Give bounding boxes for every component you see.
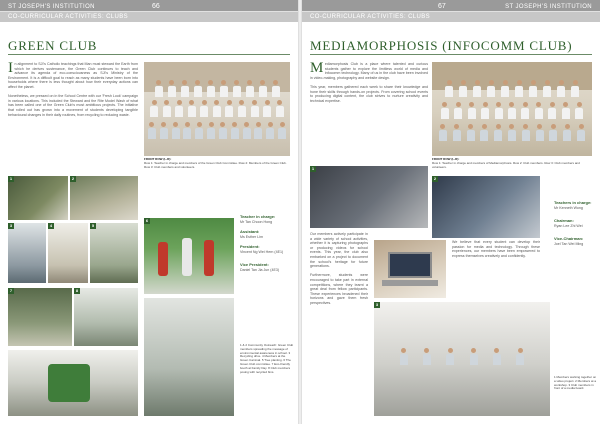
vice-chairman-label: Vice-Chairman: <box>554 236 584 241</box>
body-paragraph-1: n alignment to SJI's Catholic teachings that Man must steward the Earth from which he derives sustenance, the Green Club continues to teach and advance its agenda of eco-consciousness as SJI's Ministry of the Environment. It is a difficult goal to reach as many students have been born into households where there is less thought about how their everyday actions can affect the planet. <box>8 62 138 89</box>
chairman-value: Ryan Lee Zhi Wei <box>554 224 583 228</box>
photo-1 <box>310 166 428 228</box>
president-label: President: <box>240 244 260 249</box>
group-photo <box>432 62 592 156</box>
page-title: GREEN CLUB <box>8 38 98 53</box>
dropcap: M <box>310 62 324 76</box>
page-title: MEDIAMORPHOSIS (INFOCOMM CLUB) <box>310 38 573 53</box>
header-title: ST JOSEPH'S INSTITUTION <box>505 4 592 10</box>
photo-2 <box>432 176 540 238</box>
badge-2: 2 <box>433 176 437 181</box>
teacher-label: Teacher in charge: <box>240 214 276 219</box>
header-title: ST JOSEPH'S INSTITUTION <box>8 4 95 10</box>
page-number: 66 <box>152 3 160 10</box>
body-paragraph-1: ediamorphosis Club is a place where talented and curious students gather to explore the limitless world of media and infocomm technology. Many of us in the club have been involved in video-making, photography and website design. <box>310 62 428 80</box>
assistant-value: Ms Esther Lim <box>240 235 263 239</box>
photo-10 <box>144 298 234 416</box>
teacher-label: Teachers in charge: <box>554 200 592 205</box>
photo-5 <box>90 223 138 283</box>
body-paragraph-2: This year, members gathered each week to share their knowledge and hone their skills through hands-on projects. From covering school events to producing digital content, the club strives to nurture creativity and technical expertise. <box>310 84 428 103</box>
group-photo-caption: FRONT ROW (L-R): Row 1: Teacher in charge and members of the Green Club Committee. Row 2: Members of the Green Club. Row 3: Club members and volunteers. <box>144 158 287 169</box>
vp-label: Vice President: <box>240 262 269 267</box>
page-header <box>302 0 600 22</box>
badge-4: 4 <box>49 223 53 228</box>
mid-column-text: Our members actively participate in a wide variety of school activities, whether it is capturing photographs or producing videos for school events. This year, the club also embarked on a project to document the school's heritage for future generations. Furthermore, students were encouraged to take part in external competitions, where they learnt a great deal from fellow participants. These experiences broadened their horizons and gave them fresh perspectives. <box>310 232 368 305</box>
section-label: CO-CURRICULAR ACTIVITIES: CLUBS <box>310 13 431 20</box>
assistant-label: Assistant: <box>240 229 260 234</box>
badge-7: 7 <box>9 288 13 293</box>
photo-3 <box>374 302 550 416</box>
dropcap: I <box>8 62 13 76</box>
teacher-value: Mr Kenneth Wong <box>554 206 583 210</box>
photo-3 <box>8 223 46 283</box>
article-body <box>310 62 428 162</box>
vice-chairman-value: Joel Tan Wei Ming <box>554 242 584 246</box>
photo-2 <box>70 176 138 220</box>
badge-1: 1 <box>311 166 315 171</box>
group-photo-caption: FRONT ROW (L-R): Row 1: Teacher in charge and members of Mediamorphosis. Row 2: Club members. Row 3: Club members and volunteers. <box>432 158 580 169</box>
page-header <box>0 0 298 22</box>
chairman-label: Chairman: <box>554 218 574 223</box>
badge-5: 5 <box>91 223 95 228</box>
badge-6: 6 <box>145 218 149 223</box>
badge-3: 3 <box>9 223 13 228</box>
teacher-value: Mr Tan Choon Hong <box>240 220 273 224</box>
badge-1: 1 <box>9 176 13 181</box>
section-label: CO-CURRICULAR ACTIVITIES: CLUBS <box>8 13 129 20</box>
article-body <box>8 62 138 170</box>
photo-1 <box>8 176 68 220</box>
photo-6 <box>144 218 234 294</box>
right-page <box>302 0 600 424</box>
photo-9 <box>8 350 138 416</box>
laptop-photo <box>374 240 446 298</box>
president-value: Vincent Ng Wei Hern (4E1) <box>240 250 284 254</box>
photo-caption: 1 Members working together on a video project. 2 Members at a workshop. 3 Club members in front of a media board. <box>554 376 597 391</box>
photo-8 <box>74 288 138 346</box>
page-number: 67 <box>438 3 446 10</box>
body-paragraph-2: Nonetheless, we pressed on in the School Centre with our 'Fresh Look' campaign in various locations. This included the Steward and the Rite Model Wash of what has been called one of the Green Club's most ambitious projects. The initiative that rolled out has grown into a movement of students developing tangible behavioural changes in their daily routines, from recycling to reducing waste. <box>8 94 138 117</box>
photo-caption: 1 & 2 Community Outreach: Green Club members spreading the message of environmental awareness in school. 3 Recycling drive. 4 Members at the Green Carnival. 5 Tree planting. 6 The Green Club committee. 7 Eco-friendly booth at Family Day. 8 Club members posing with recycled bins. <box>240 344 294 374</box>
right-column-text: We believe that every student can develop their passion for media and technology. Through these experiences, our members have been empowered to express themselves creatively and confidently. <box>452 240 540 258</box>
vp-value: Daniel Tan Jia Jun (4E3) <box>240 268 280 272</box>
title-rule <box>310 54 592 55</box>
group-photo <box>144 62 290 156</box>
badge-8: 8 <box>75 288 79 293</box>
badge-3: 3 <box>375 302 379 307</box>
badge-2: 2 <box>71 176 75 181</box>
title-rule <box>8 54 290 55</box>
photo-7 <box>8 288 72 346</box>
photo-4 <box>48 223 88 283</box>
left-page <box>0 0 298 424</box>
